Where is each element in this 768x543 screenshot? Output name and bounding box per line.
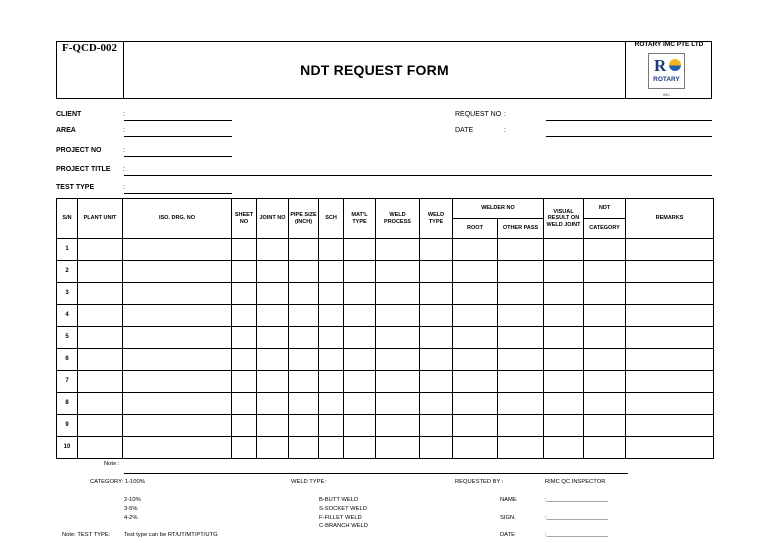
category-2: 2-10% [124,497,141,503]
table-row [57,239,714,261]
table-cell[interactable] [123,239,232,261]
row-sn: 7 [57,371,78,393]
table-cell[interactable] [453,283,498,305]
test-type-colon: : [123,184,125,191]
project-title-colon: : [123,166,125,173]
company-name: ROTARY IMC PTE LTD [634,41,704,48]
col-welder-no: WELDER NO [453,199,544,219]
row-sn: 6 [57,349,78,371]
date-colon: : [504,127,506,134]
table-cell[interactable] [257,261,289,283]
table-cell[interactable] [319,415,344,437]
col-ndt: NDT [584,199,626,219]
table-cell[interactable] [319,327,344,349]
table-cell[interactable] [626,305,714,327]
table-cell[interactable] [257,239,289,261]
col-weld-process: WELD PROCESS [376,199,420,239]
col-sch: SCH [319,199,344,239]
table-cell[interactable] [584,393,626,415]
table-cell[interactable] [123,371,232,393]
table-cell[interactable] [78,283,123,305]
table-cell[interactable] [232,393,257,415]
row-sn: 9 [57,415,78,437]
table-cell[interactable] [257,415,289,437]
table-cell[interactable] [376,415,420,437]
table-cell[interactable] [257,393,289,415]
project-title-label: PROJECT TITLE [56,166,111,173]
table-cell[interactable] [344,239,376,261]
table-cell[interactable] [453,437,498,459]
table-cell[interactable] [544,239,584,261]
table-cell[interactable] [123,283,232,305]
table-cell[interactable] [344,371,376,393]
weld-type-branch: C-BRANCH WELD [319,523,368,529]
table-cell[interactable] [344,349,376,371]
ndt-request-table [56,198,714,459]
project-no-label: PROJECT NO [56,147,102,154]
table-cell[interactable] [498,239,544,261]
table-cell[interactable] [376,437,420,459]
company-logo [648,53,685,89]
table-cell[interactable] [289,437,319,459]
table-cell[interactable] [544,415,584,437]
table-cell[interactable] [498,349,544,371]
sign-date-label: DATE [500,532,516,538]
table-cell[interactable] [123,327,232,349]
table-cell[interactable] [123,261,232,283]
table-cell[interactable] [78,261,123,283]
name-field[interactable]: :___________________ [545,497,608,503]
area-label: AREA [56,127,76,134]
table-cell[interactable] [289,305,319,327]
table-cell[interactable] [289,415,319,437]
table-cell[interactable] [584,283,626,305]
table-cell[interactable] [376,239,420,261]
col-sheet-no: SHEET NO [232,199,257,239]
table-cell[interactable] [257,437,289,459]
table-cell[interactable] [420,239,453,261]
table-cell[interactable] [498,283,544,305]
table-cell[interactable] [626,327,714,349]
category-4: 4-2% [124,515,138,521]
col-mat-type: MAT'L TYPE [344,199,376,239]
client-colon: : [123,111,125,118]
table-cell[interactable] [498,393,544,415]
col-weld-type: WELD TYPE [420,199,453,239]
table-cell[interactable] [289,261,319,283]
table-cell[interactable] [544,349,584,371]
col-plant-unit: PLANT UNIT [78,199,123,239]
weld-type-label: WELD TYPE: [291,479,327,485]
table-cell[interactable] [344,261,376,283]
table-cell[interactable] [376,393,420,415]
col-pipe-size: PIPE SIZE (INCH) [289,199,319,239]
table-cell[interactable] [319,261,344,283]
date-field[interactable] [546,136,712,137]
table-cell[interactable] [257,327,289,349]
table-cell[interactable] [78,437,123,459]
sign-date-field[interactable]: :___________________ [545,532,608,538]
table-cell[interactable] [257,305,289,327]
table-cell[interactable] [232,327,257,349]
table-cell[interactable] [232,437,257,459]
col-other-pass: OTHER PASS [498,219,544,239]
table-cell[interactable] [289,283,319,305]
table-cell[interactable] [78,239,123,261]
table-cell[interactable] [344,327,376,349]
table-cell[interactable] [289,393,319,415]
col-root: ROOT [453,219,498,239]
project-no-field[interactable] [124,156,232,157]
test-type-field[interactable] [124,193,232,194]
category-label: CATEGORY: 1-100% [90,479,145,485]
note-field[interactable] [124,473,628,474]
table-cell[interactable] [584,437,626,459]
row-sn: 1 [57,239,78,261]
request-no-field[interactable] [546,120,712,121]
table-cell[interactable] [319,437,344,459]
table-cell[interactable] [78,415,123,437]
table-row [57,371,714,393]
table-cell[interactable] [453,305,498,327]
table-cell[interactable] [78,305,123,327]
table-cell[interactable] [344,393,376,415]
table-cell[interactable] [420,305,453,327]
table-row [57,305,714,327]
table-cell[interactable] [319,283,344,305]
table-cell[interactable] [626,437,714,459]
col-sn: S/N [57,199,78,239]
inspector-label: RIMC QC INSPECTOR [545,479,606,485]
table-cell[interactable] [453,393,498,415]
table-cell[interactable] [232,349,257,371]
table-row [57,437,714,459]
logo-text: ROTARY [653,76,680,83]
table-cell[interactable] [584,349,626,371]
table-row [57,261,714,283]
table-cell[interactable] [344,283,376,305]
logo-subtitle: IMC [662,92,671,97]
weld-type-fillet: F-FILLET WELD [319,515,362,521]
row-sn: 10 [57,437,78,459]
row-sn: 4 [57,305,78,327]
client-field[interactable] [124,120,232,121]
client-label: CLIENT [56,111,82,118]
table-cell[interactable] [376,305,420,327]
table-cell[interactable] [289,327,319,349]
form-code: F-QCD-002 [56,41,124,99]
table-row [57,283,714,305]
table-cell[interactable] [232,239,257,261]
table-cell[interactable] [232,283,257,305]
table-cell[interactable] [257,349,289,371]
request-no-label: REQUEST NO [455,111,502,118]
table-cell[interactable] [78,349,123,371]
table-cell[interactable] [376,283,420,305]
table-cell[interactable] [584,327,626,349]
name-label: NAME [500,497,517,503]
table-cell[interactable] [420,437,453,459]
table-cell[interactable] [498,327,544,349]
table-cell[interactable] [123,305,232,327]
table-row [57,393,714,415]
table-cell[interactable] [626,393,714,415]
row-sn: 8 [57,393,78,415]
table-row [57,327,714,349]
table-cell[interactable] [420,283,453,305]
test-type-label: TEST TYPE [56,184,95,191]
table-cell[interactable] [453,261,498,283]
table-cell[interactable] [544,437,584,459]
test-type-note-label: Note: TEST TYPE: [62,532,111,538]
request-no-colon: : [504,111,506,118]
table-cell[interactable] [289,371,319,393]
table-cell[interactable] [123,437,232,459]
table-cell[interactable] [420,327,453,349]
table-cell[interactable] [498,305,544,327]
table-cell[interactable] [544,327,584,349]
col-joint-no: JOINT NO [257,199,289,239]
table-cell[interactable] [584,371,626,393]
requested-by-label: REQUESTED BY : [455,479,504,485]
test-type-note-value: Test type can be RT/UT/MT/PT/UTG [124,532,218,538]
table-cell[interactable] [319,239,344,261]
table-cell[interactable] [78,371,123,393]
table-cell[interactable] [376,371,420,393]
weld-type-socket: S-SOCKET WELD [319,506,367,512]
logo-sun-icon [669,59,681,71]
date-label: DATE [455,127,474,134]
table-row [57,349,714,371]
table-cell[interactable] [123,349,232,371]
table-cell[interactable] [544,371,584,393]
table-cell[interactable] [453,349,498,371]
table-cell[interactable] [626,349,714,371]
row-sn: 3 [57,283,78,305]
table-cell[interactable] [544,305,584,327]
area-field[interactable] [124,136,232,137]
table-cell[interactable] [498,261,544,283]
table-cell[interactable] [289,239,319,261]
table-cell[interactable] [453,327,498,349]
table-cell[interactable] [584,415,626,437]
table-cell[interactable] [344,437,376,459]
sign-label: SIGN. [500,515,516,521]
table-cell[interactable] [453,239,498,261]
table-cell[interactable] [232,305,257,327]
table-cell[interactable] [319,349,344,371]
table-cell[interactable] [453,415,498,437]
table-cell[interactable] [319,393,344,415]
table-cell[interactable] [420,371,453,393]
table-cell[interactable] [626,283,714,305]
table-cell[interactable] [232,261,257,283]
table-cell[interactable] [420,349,453,371]
table-cell[interactable] [319,305,344,327]
table-cell[interactable] [453,371,498,393]
table-cell[interactable] [498,415,544,437]
table-cell[interactable] [584,239,626,261]
table-cell[interactable] [344,415,376,437]
table-cell[interactable] [376,349,420,371]
table-row [57,415,714,437]
table-cell[interactable] [626,261,714,283]
table-cell[interactable] [289,349,319,371]
col-remarks: REMARKS [626,199,714,239]
table-cell[interactable] [257,371,289,393]
table-cell[interactable] [544,283,584,305]
weld-type-butt: B-BUTT WELD [319,497,359,503]
col-iso-drg-no: ISO. DRG. NO [123,199,232,239]
table-cell[interactable] [420,393,453,415]
table-cell[interactable] [544,393,584,415]
sign-field[interactable]: :___________________ [545,515,608,521]
project-title-field[interactable] [124,175,712,176]
col-category: CATEGORY [584,219,626,239]
project-no-colon: : [123,147,125,154]
table-cell[interactable] [498,437,544,459]
table-cell[interactable] [232,415,257,437]
table-cell[interactable] [78,393,123,415]
table-cell[interactable] [544,261,584,283]
table-cell[interactable] [344,305,376,327]
table-cell[interactable] [376,327,420,349]
area-colon: : [123,127,125,134]
table-cell[interactable] [584,305,626,327]
table-cell[interactable] [626,239,714,261]
table-cell[interactable] [584,261,626,283]
table-cell[interactable] [376,261,420,283]
table-cell[interactable] [498,371,544,393]
table-cell[interactable] [626,371,714,393]
category-3: 3-5% [124,506,138,512]
table-cell[interactable] [626,415,714,437]
table-cell[interactable] [420,261,453,283]
table-cell[interactable] [123,415,232,437]
row-sn: 2 [57,261,78,283]
form-title: NDT REQUEST FORM [300,62,449,78]
table-cell[interactable] [78,327,123,349]
table-cell[interactable] [420,415,453,437]
table-cell[interactable] [319,371,344,393]
col-visual-result: VISUAL RESULT ON WELD JOINT [544,199,584,239]
table-cell[interactable] [232,371,257,393]
note-label: Note : [104,461,120,467]
table-cell[interactable] [257,283,289,305]
row-sn: 5 [57,327,78,349]
logo-letter: R [654,56,667,75]
table-cell[interactable] [123,393,232,415]
